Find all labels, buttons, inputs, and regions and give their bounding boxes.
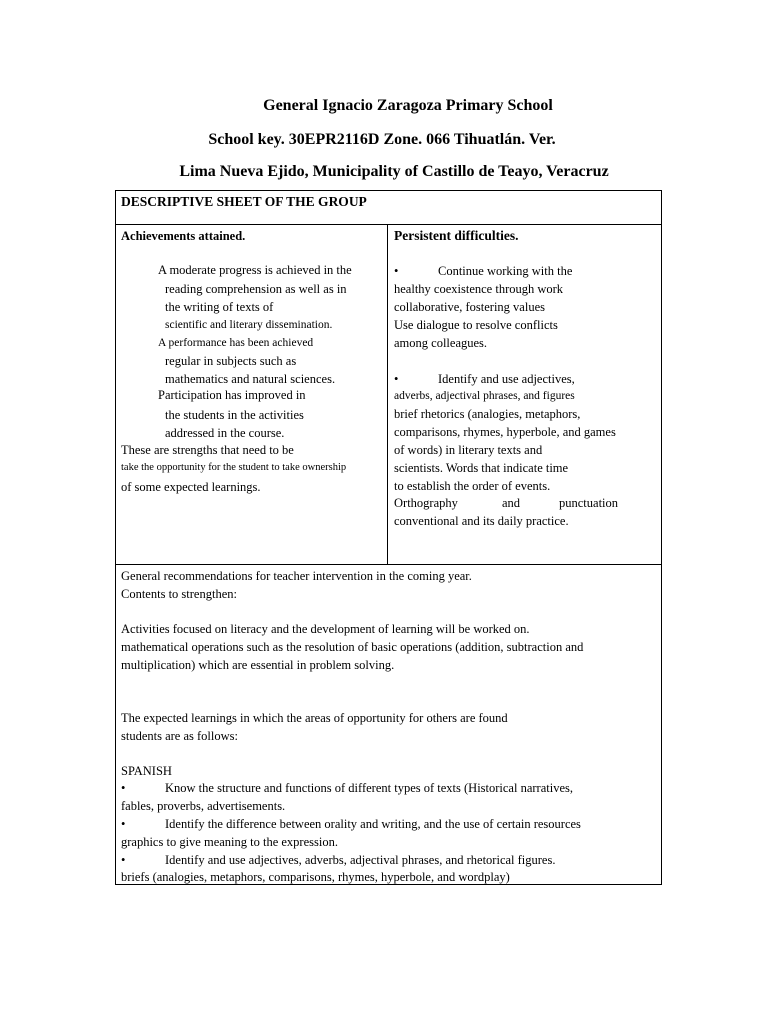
recommendations-heading: General recommendations for teacher intervention in the coming year. (121, 569, 472, 583)
achievements-closing-3: of some expected learnings. (121, 480, 261, 494)
recommendation-text-2: mathematical operations such as the resolution of basic operations (addition, subtraction and (121, 640, 584, 654)
achievement-2-line-3: mathematics and natural sciences. (165, 372, 336, 386)
difficulty-1-line-3: collaborative, fostering values (394, 300, 545, 314)
achievement-1-line-4: scientific and literary dissemination. (165, 319, 333, 331)
table-title: DESCRIPTIVE SHEET OF THE GROUP (121, 194, 367, 209)
table-column-divider (387, 224, 388, 565)
difficulty-2-line-4: comparisons, rhymes, hyperbole, and games (394, 425, 616, 439)
achievement-3-line-3: addressed in the course. (165, 426, 285, 440)
table-border-left (115, 190, 116, 885)
achievement-1-line-2: reading comprehension as well as in (165, 282, 347, 296)
expected-learnings-1: The expected learnings in which the areas of opportunity for others are found (121, 711, 508, 725)
expected-learnings-2: students are as follows: (121, 729, 238, 743)
spanish-item-2-line-2: graphics to give meaning to the expression. (121, 835, 338, 849)
difficulty-2-word-punctuation: punctuation (559, 496, 619, 510)
table-border-row1 (115, 224, 662, 225)
difficulty-2-line-6: scientists. Words that indicate time (394, 461, 569, 475)
difficulty-2-line-7: to establish the order of events. (394, 479, 551, 493)
achievement-2-line-1: A performance has been achieved (158, 337, 314, 349)
bullet-icon: • (121, 817, 126, 831)
difficulty-1-line-2: healthy coexistence through work (394, 282, 564, 296)
difficulty-2-line-3: brief rhetorics (analogies, metaphors, (394, 407, 581, 421)
difficulty-2-line-5: of words) in literary texts and (394, 443, 543, 457)
difficulty-1-line-5: among colleagues. (394, 336, 488, 350)
spanish-item-1-line-1: Know the structure and functions of different types of texts (Historical narratives, (165, 781, 573, 795)
bullet-icon: • (394, 264, 399, 278)
achievements-closing-1: These are strengths that need to be (121, 443, 294, 457)
achievement-2-line-2: regular in subjects such as (165, 354, 297, 368)
achievement-3-line-2: the students in the activities (165, 408, 304, 422)
achievement-3-line-1: Participation has improved in (158, 388, 306, 402)
table-border-top (115, 190, 662, 191)
difficulty-2-word-and: and (502, 496, 521, 510)
subject-spanish: SPANISH (121, 764, 172, 778)
difficulty-2-line-2: adverbs, adjectival phrases, and figures (394, 390, 575, 402)
recommendation-text-3: multiplication) which are essential in problem solving. (121, 658, 395, 672)
school-name: General Ignacio Zaragoza Primary School (263, 97, 553, 114)
difficulty-2-line-1: Identify and use adjectives, (438, 372, 575, 386)
spanish-item-1-line-2: fables, proverbs, advertisements. (121, 799, 286, 813)
difficulties-heading: Persistent difficulties. (394, 228, 519, 243)
achievements-heading: Achievements attained. (121, 229, 246, 243)
school-location: Lima Nueva Ejido, Municipality of Castillo de Teayo, Veracruz (179, 163, 609, 180)
school-key: School key. 30EPR2116D Zone. 066 Tihuatlán. Ver. (208, 131, 556, 148)
bullet-icon: • (121, 781, 126, 795)
bullet-icon: • (394, 372, 399, 386)
spanish-item-3-line-1: Identify and use adjectives, adverbs, adjectival phrases, and rhetorical figures. (165, 853, 556, 867)
recommendation-text-1: Activities focused on literacy and the development of learning will be worked on. (121, 622, 530, 636)
difficulty-2-line-9: conventional and its daily practice. (394, 514, 569, 528)
bullet-icon: • (121, 853, 126, 867)
difficulty-2-word-orthography: Orthography (394, 496, 458, 510)
table-border-right (661, 190, 662, 885)
spanish-item-3-line-2: briefs (analogies, metaphors, comparisons, rhymes, hyperbole, and wordplay) (121, 870, 510, 884)
achievements-closing-2: take the opportunity for the student to take ownership (121, 462, 347, 473)
achievement-1-line-1: A moderate progress is achieved in the (158, 263, 352, 277)
spanish-item-2-line-1: Identify the difference between orality and writing, and the use of certain resources (165, 817, 581, 831)
table-border-row2 (115, 564, 662, 565)
achievement-1-line-3: the writing of texts of (165, 300, 274, 314)
difficulty-1-line-4: Use dialogue to resolve conflicts (394, 318, 558, 332)
contents-to-strengthen: Contents to strengthen: (121, 587, 237, 601)
difficulty-1-line-1: Continue working with the (438, 264, 573, 278)
